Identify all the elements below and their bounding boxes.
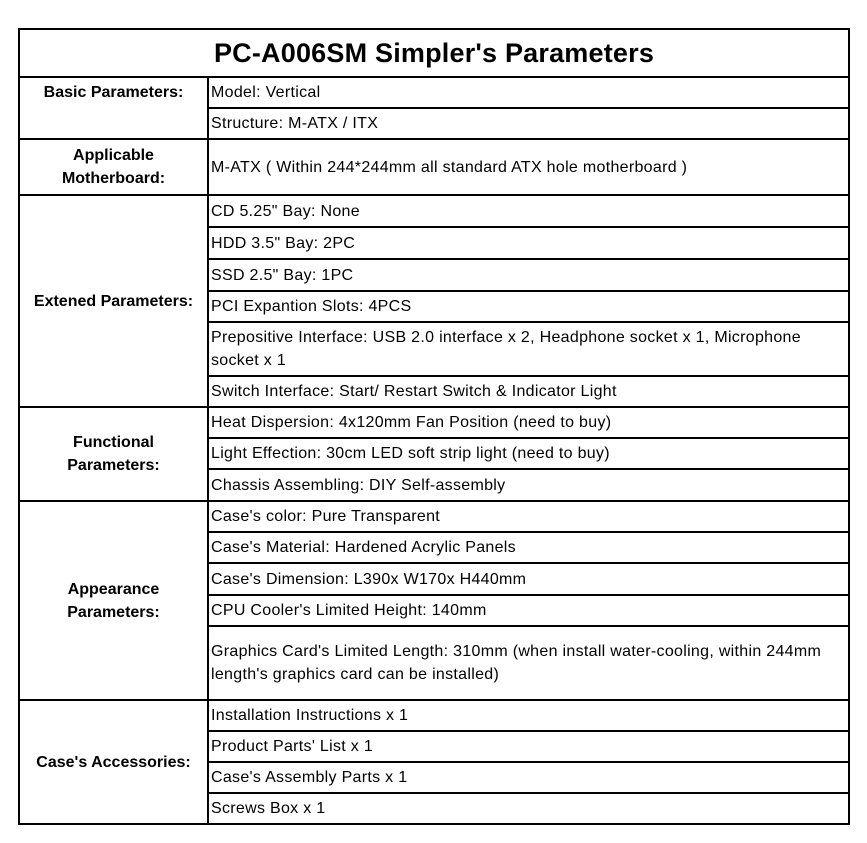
group-label-accessories: Case's Accessories: (19, 700, 208, 824)
row-value: Structure: M-ATX / ITX (208, 108, 849, 139)
row-value: Model: Vertical (208, 77, 849, 108)
row-value: Case's color: Pure Transparent (208, 501, 849, 532)
group-label-appearance (19, 501, 208, 700)
group-label-text: Applicable Motherboard: (61, 147, 166, 187)
table-row (19, 77, 849, 108)
row-value: M-ATX ( Within 244*244mm all standard ATX hole motherboard ) (208, 139, 849, 195)
row-value: Heat Dispersion: 4x120mm Fan Position (need to buy) (208, 407, 849, 438)
group-label-extended: Extened Parameters: (19, 195, 208, 407)
row-value: Chassis Assembling: DIY Self-assembly (208, 469, 849, 501)
row-value: Switch Interface: Start/ Restart Switch & Indicator Light (208, 376, 849, 407)
row-value: CPU Cooler's Limited Height: 140mm (208, 595, 849, 626)
row-value: Graphics Card's Limited Length: 310mm (when install water-cooling, within 244mm length's graphics card can be installed) (208, 626, 849, 700)
table-row (19, 700, 849, 731)
group-label-text: Appearance Parameters: (67, 580, 160, 621)
table-row (19, 139, 849, 195)
row-value: Light Effection: 30cm LED soft strip light (need to buy) (208, 438, 849, 469)
group-label-text: Functional Parameters: (67, 434, 160, 474)
row-value: Case's Assembly Parts x 1 (208, 762, 849, 793)
table-title: PC-A006SM Simpler's Parameters (19, 29, 849, 77)
row-value: CD 5.25" Bay: None (208, 195, 849, 227)
group-label-basic: Basic Parameters: (19, 77, 208, 139)
row-value: HDD 3.5" Bay: 2PC (208, 227, 849, 259)
row-value: PCI Expantion Slots: 4PCS (208, 291, 849, 322)
table-row (19, 195, 849, 227)
group-label-motherboard (19, 139, 208, 195)
title-row (19, 29, 849, 77)
group-label-functional (19, 407, 208, 501)
row-value: Prepositive Interface: USB 2.0 interface x 2, Headphone socket x 1, Microphone socket x 1 (208, 322, 849, 376)
table-row (19, 407, 849, 438)
parameters-table (18, 28, 850, 825)
row-value: Case's Material: Hardened Acrylic Panels (208, 532, 849, 563)
row-value: Product Parts' List x 1 (208, 731, 849, 762)
row-value: Installation Instructions x 1 (208, 700, 849, 731)
table-row (19, 501, 849, 532)
row-value: Case's Dimension: L390x W170x H440mm (208, 563, 849, 595)
row-value: SSD 2.5" Bay: 1PC (208, 259, 849, 291)
row-value: Screws Box x 1 (208, 793, 849, 824)
